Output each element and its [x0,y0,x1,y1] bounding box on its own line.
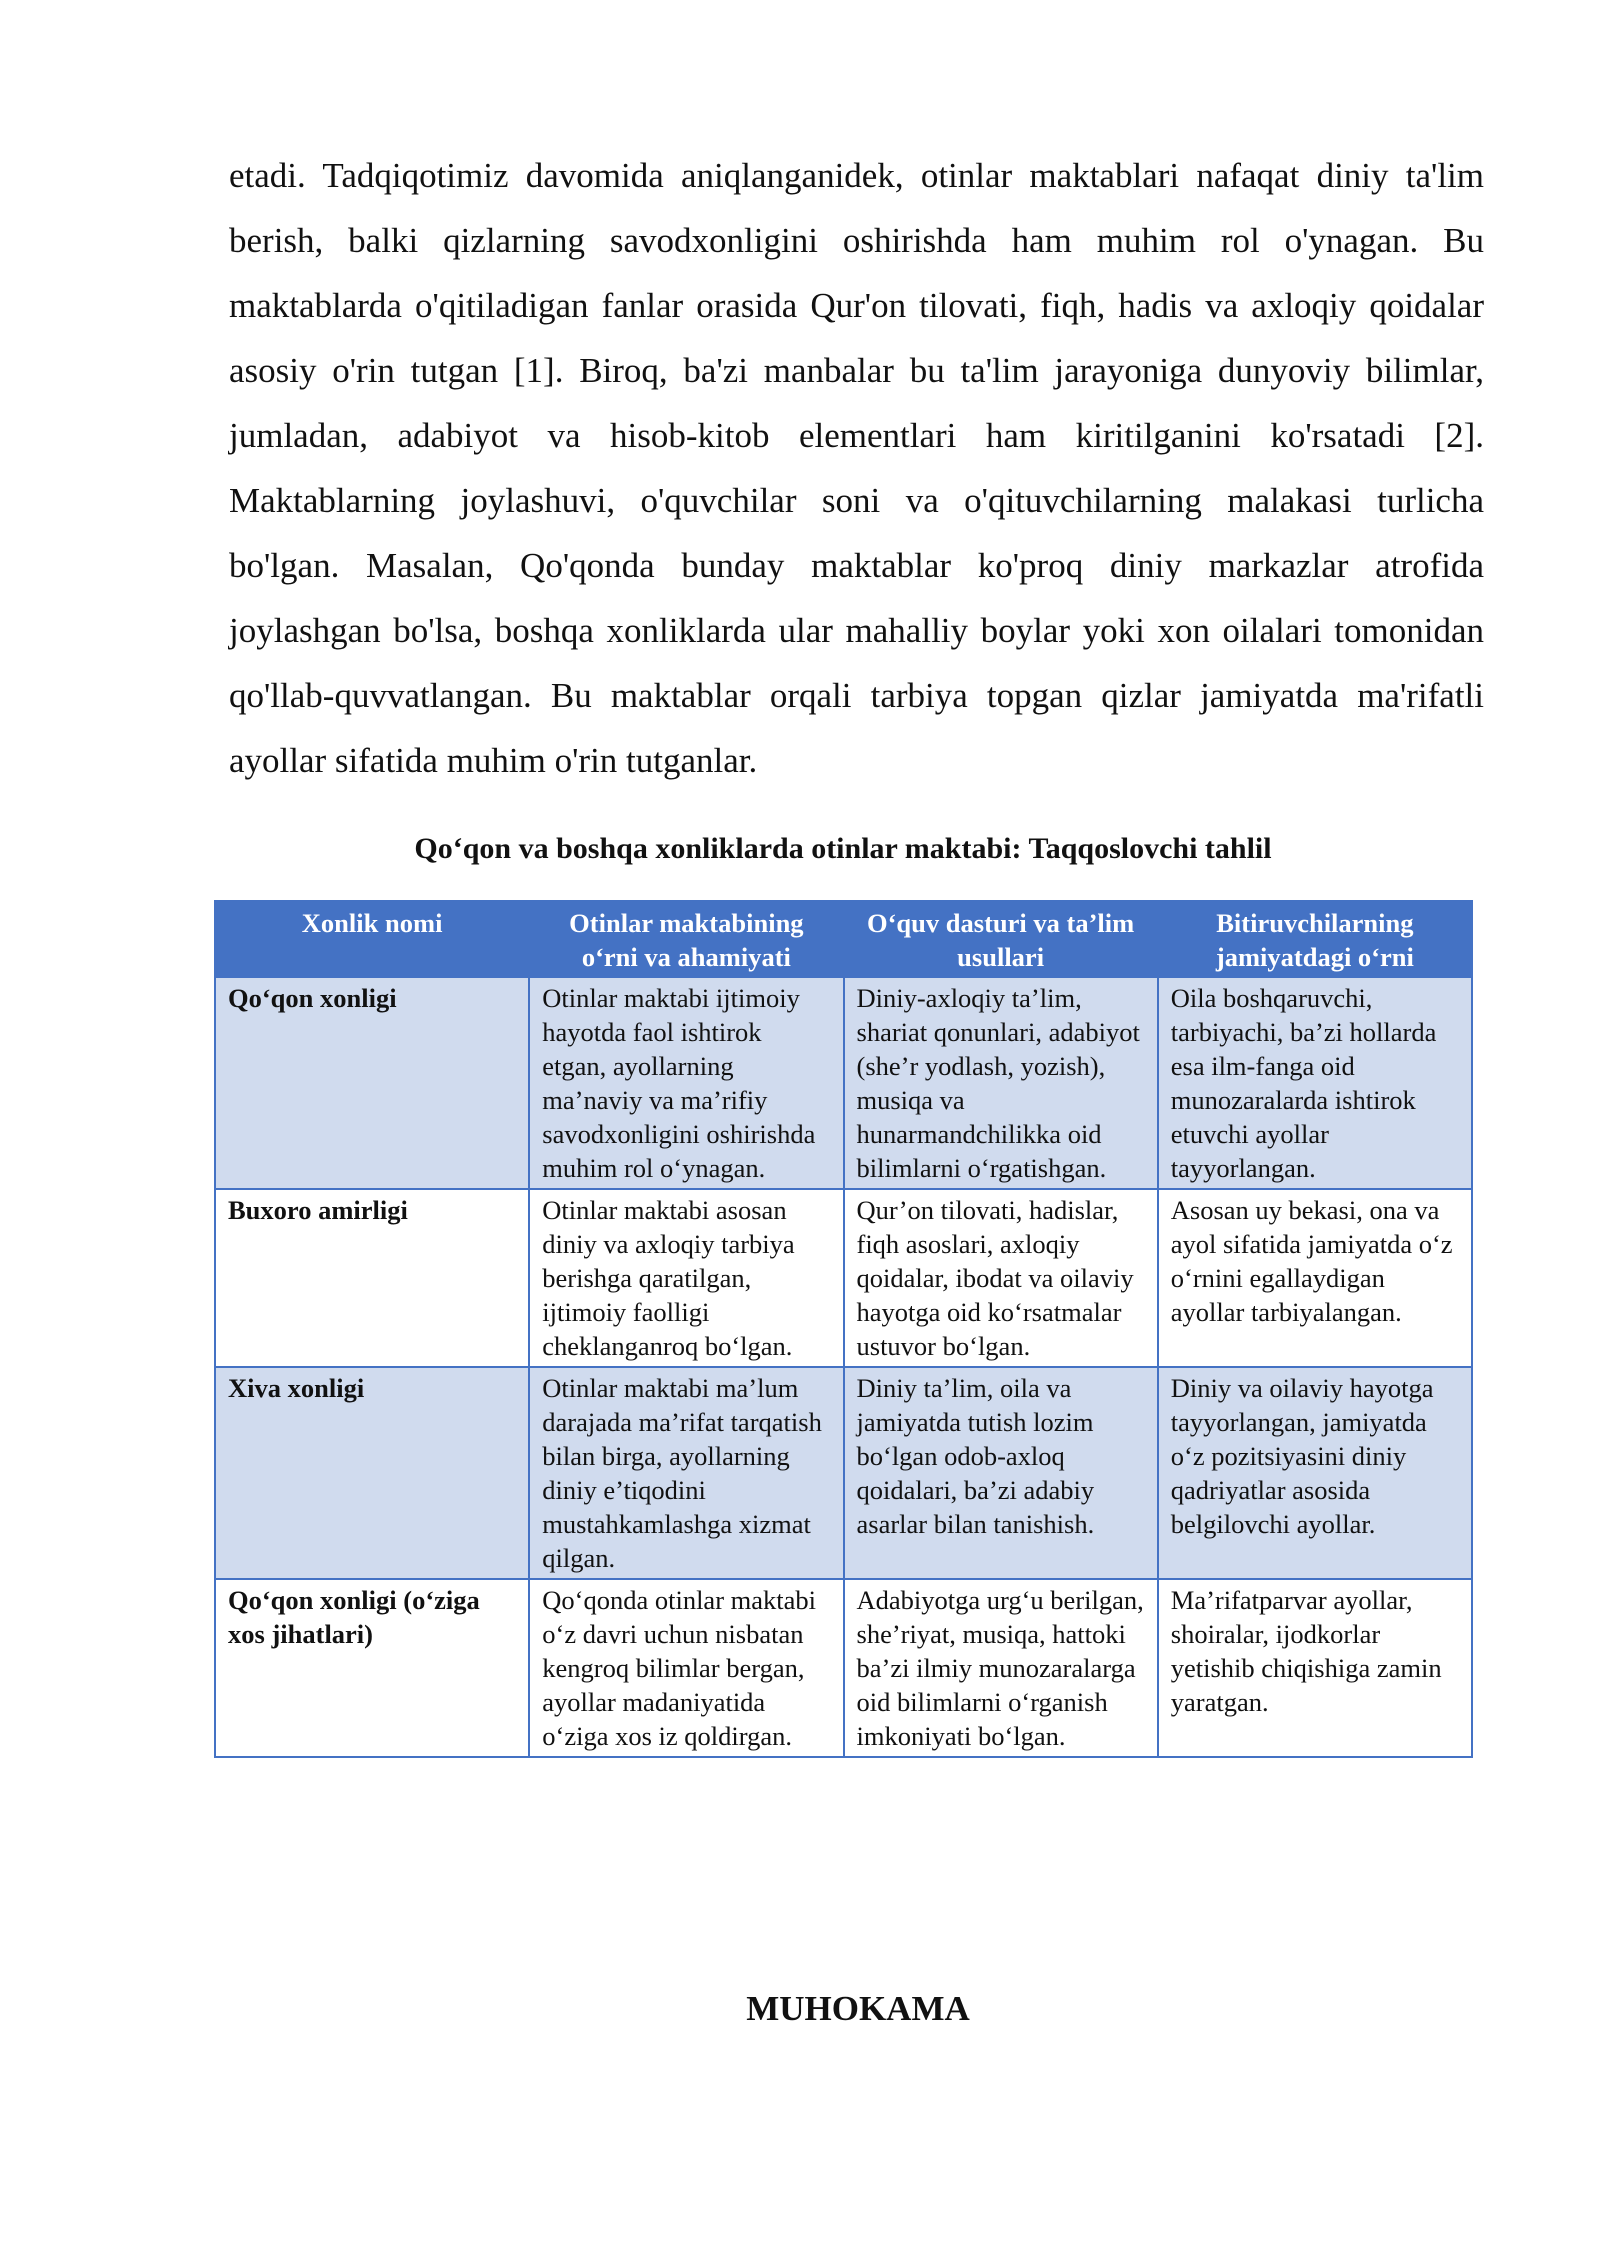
table-row [215,1189,1472,1367]
row-khanate-cell: Qo‘qon xonligi (o‘ziga xos jihatlari) [215,1579,529,1757]
header-graduates-role: Bitiruvchilarning jamiyatdagi o‘rni [1158,901,1472,977]
table-cell: Qur’on tilovati, hadislar, fiqh asoslari, axloqiy qoidalar, ibodat va oilaviy hayotga oid ko‘rsatmalar ustuvor bo‘lgan. [844,1189,1158,1367]
table-caption: Qo‘qon va boshqa xonliklarda otinlar maktabi: Taqqoslovchi tahlil [414,832,1272,865]
table-cell: Qo‘qonda otinlar maktabi o‘z davri uchun nisbatan kengroq bilimlar bergan, ayollar madaniyatida o‘ziga xos iz qoldirgan. [529,1579,843,1757]
table-cell: Asosan uy bekasi, ona va ayol sifatida jamiyatda o‘z o‘rnini egallaydigan ayollar tarbiyalangan. [1158,1189,1472,1367]
header-school-role: Otinlar maktabining o‘rni va ahamiyati [529,901,843,977]
table-row [215,977,1472,1189]
row-khanate-cell: Qo‘qon xonligi [215,977,529,1189]
table-cell: Ma’rifatparvar ayollar, shoiralar, ijodkorlar yetishib chiqishiga zamin yaratgan. [1158,1579,1472,1757]
table-cell: Oila boshqaruvchi, tarbiyachi, ba’zi hollarda esa ilm-fanga oid munozaralarda ishtirok etuvchi ayollar tayyorlangan. [1158,977,1472,1189]
row-khanate-cell: Xiva xonligi [215,1367,529,1579]
comparison-table [214,900,1473,1758]
row-khanate-cell: Buxoro amirligi [215,1189,529,1367]
table-cell: Adabiyotga urg‘u berilgan, she’riyat, musiqa, hattoki ba’zi ilmiy munozaralarga oid bilimlarni o‘rganish imkoniyati bo‘lgan. [844,1579,1158,1757]
table-cell: Otinlar maktabi ma’lum darajada ma’rifat tarqatish bilan birga, ayollarning diniy e’tiqodini mustahkamlashga xizmat qilgan. [529,1367,843,1579]
section-heading: MUHOKAMA [746,1989,970,2028]
table-row [215,1579,1472,1757]
header-khanate-name: Xonlik nomi [215,901,529,977]
body-paragraph: etadi. Tadqiqotimiz davomida aniqlanganidek, otinlar maktablari nafaqat diniy ta'lim berish, balki qizlarning savodxonligini oshirishda ham muhim rol o'ynagan. Bu maktablarda o'qitiladigan fanlar orasida Qur'on tilovati, fiqh, hadis va axloqiy qoidalar asosiy o'rin tutgan [1]. Biroq, ba'zi manbalar bu ta'lim jarayoniga dunyoviy bilimlar, jumladan, adabiyot va hisob-kitob elementlari ham kiritilganini ko'rsatadi [2]. Maktablarning joylashuvi, o'quvchilar soni va o'qituvchilarning malakasi turlicha bo'lgan. Masalan, Qo'qonda bunday maktablar ko'proq diniy markazlar atrofida joylashgan bo'lsa, boshqa xonliklarda ular mahalliy boylar yoki xon oilalari tomonidan qo'llab-quvvatlangan. Bu maktablar orqali tarbiya topgan qizlar jamiyatda ma'rifatli ayollar sifatida muhim o'rin tutganlar. [229,156,1484,780]
table-cell: Otinlar maktabi ijtimoiy hayotda faol ishtirok etgan, ayollarning ma’naviy va ma’rifiy savodxonligini oshirishda muhim rol o‘ynagan. [529,977,843,1189]
table-cell: Otinlar maktabi asosan diniy va axloqiy tarbiya berishga qaratilgan, ijtimoiy faolligi cheklanganroq bo‘lgan. [529,1189,843,1367]
table-cell: Diniy ta’lim, oila va jamiyatda tutish lozim bo‘lgan odob-axloq qoidalari, ba’zi adabiy asarlar bilan tanishish. [844,1367,1158,1579]
table-cell: Diniy va oilaviy hayotga tayyorlangan, jamiyatda o‘z pozitsiyasini diniy qadriyatlar asosida belgilovchi ayollar. [1158,1367,1472,1579]
table-header-row [215,901,1472,977]
table-row [215,1367,1472,1579]
table-cell: Diniy-axloqiy ta’lim, shariat qonunlari, adabiyot (she’r yodlash, yozish), musiqa va hunarmandchilikka oid bilimlarni o‘rgatishgan. [844,977,1158,1189]
header-curriculum: O‘quv dasturi va ta’lim usullari [844,901,1158,977]
